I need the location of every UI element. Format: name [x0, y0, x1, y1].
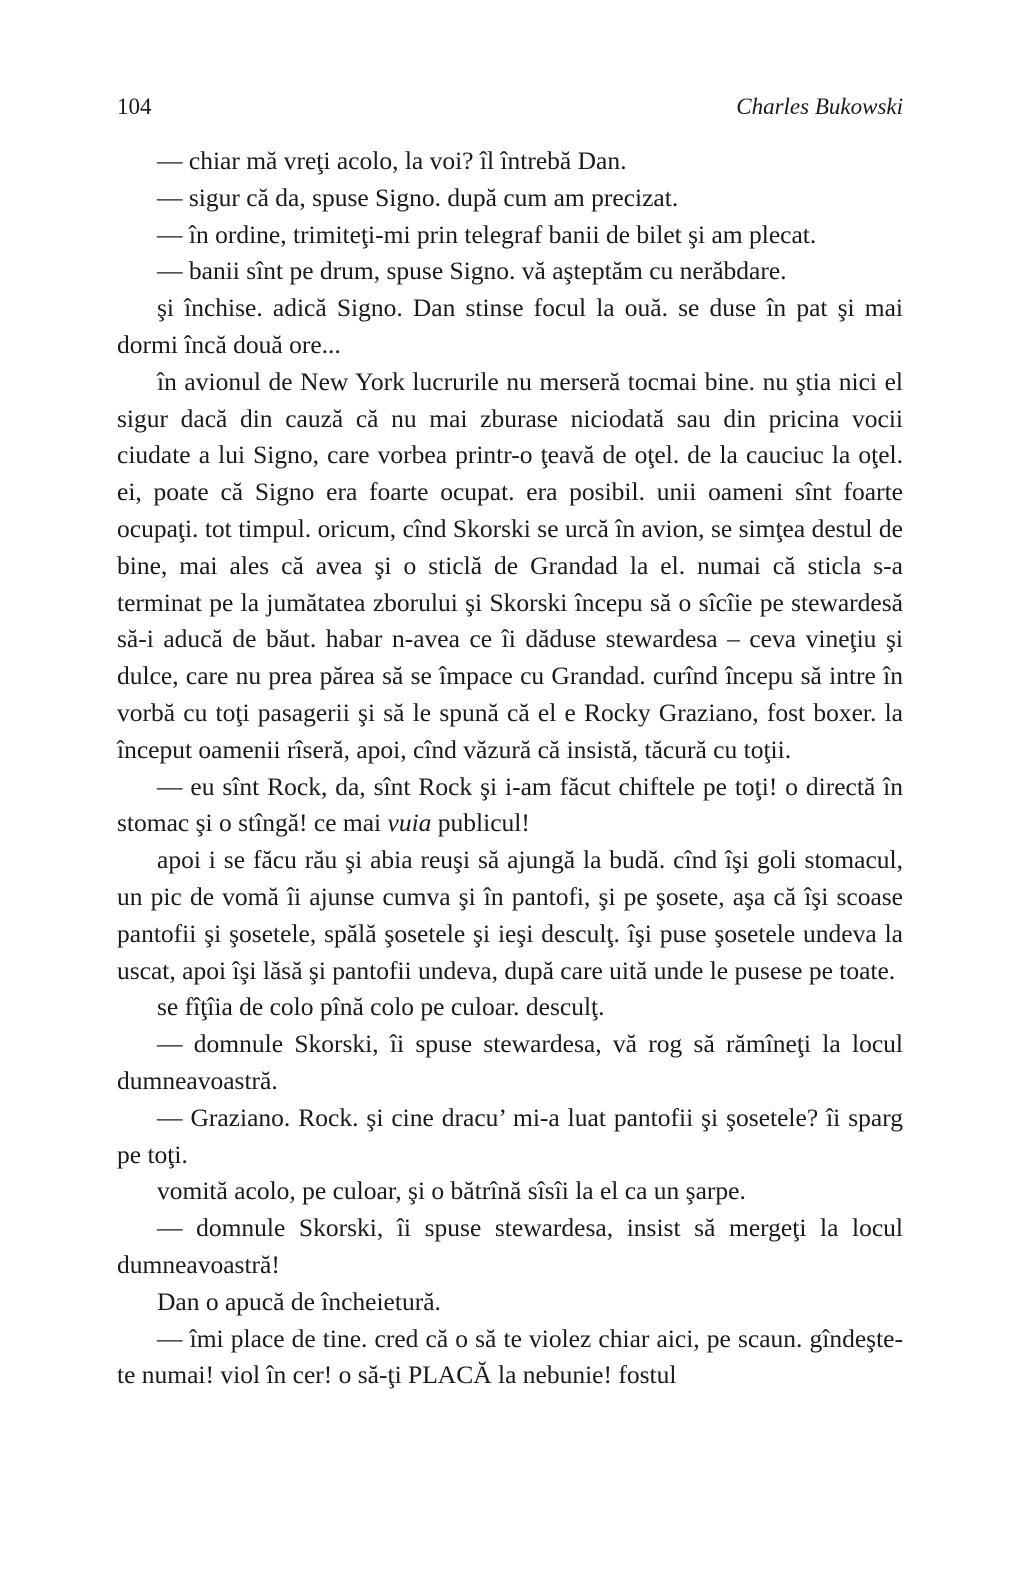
- paragraph-dialogue: — Graziano. Rock. şi cine dracu’ mi-a luat pantofii şi şosetele? îi sparg pe toţi.: [117, 1102, 903, 1169]
- paragraph: Dan o apucă de încheietură.: [157, 1286, 441, 1316]
- paragraph-dialogue: — în ordine, trimiteţi-mi prin telegraf banii de bilet şi am plecat.: [157, 219, 817, 249]
- paragraph: în avionul de New York lucrurile nu merseră tocmai bine. nu ştia nici el sigur dacă din cauză că nu mai zburase niciodată sau din pricina vocii ciudate a lui Signo, care vorbea printr-o ţeavă de oţel. de la cauciuc la oţel. ei, poate că Signo era foarte ocupat. era posibil. unii oameni sînt foarte ocupaţi. tot timpul. oricum, cînd Skorski se urcă în avion, se simţea destul de bine, mai ales că avea şi o sticlă de Grandad la el. numai că sticla s-a terminat pe la jumătatea zborului şi Skorski începu să o sîcîie pe stewardesă să-i aducă de băut. habar n-avea ce îi dăduse stewardesa – ceva vineţiu şi dulce, care nu prea părea să se împace cu Grandad. curînd începu să intre în vorbă cu toţi pasagerii şi să le spună că el e Rocky Graziano, fost boxer. la început oamenii rîseră, apoi, cînd văzură că insistă, tăcură cu toţii.: [117, 366, 903, 764]
- body-text: [117, 143, 903, 1394]
- book-page: [117, 0, 903, 1575]
- paragraph: vomită acolo, pe culoar, şi o bătrînă sîsîi la el ca un şarpe.: [157, 1176, 746, 1206]
- paragraph-text: — eu sînt Rock, da, sînt Rock şi i-am făcut chiftele pe toţi! o directă în stomac şi o stîngă! ce mai: [117, 771, 903, 838]
- page-number: 104: [117, 94, 152, 119]
- paragraph-text: publicul!: [431, 808, 530, 838]
- paragraph-dialogue: — îmi place de tine. cred că o să te violez chiar aici, pe scaun. gîndeşte-te numai! viol în cer! o să-ţi PLACĂ la nebunie! fostul: [117, 1323, 903, 1390]
- paragraph-dialogue: — domnule Skorski, îi spuse stewardesa, insist să mergeţi la locul dumneavoastră!: [117, 1213, 903, 1279]
- paragraph-dialogue: — sigur că da, spuse Signo. după cum am precizat.: [157, 182, 679, 212]
- paragraph-dialogue: — domnule Skorski, îi spuse stewardesa, vă rog să rămîneţi la locul dumneavoastră.: [117, 1029, 903, 1095]
- paragraph: apoi i se făcu rău şi abia reuşi să ajungă la budă. cînd îşi goli stomacul, un pic de vomă îi ajunse cumva şi în pantofi, şi pe şosete, aşa că îşi scoase pantofii şi şosetele, spălă şosetele şi ieşi desculţ. îşi puse şosetele undeva la uscat, apoi îşi lăsă şi pantofii undeva, după care uită unde le pusese pe toate.: [117, 845, 903, 985]
- paragraph-dialogue: [117, 769, 903, 843]
- paragraph-dialogue: — banii sînt pe drum, spuse Signo. vă aşteptăm cu nerăbdare.: [157, 256, 787, 286]
- paragraph: se fîţîia de colo pînă colo pe culoar. desculţ.: [157, 992, 605, 1022]
- running-title-author: Charles Bukowski: [736, 94, 903, 119]
- paragraph: şi închise. adică Signo. Dan stinse focul la ouă. se duse în pat şi mai dormi încă două ore...: [117, 293, 903, 359]
- emphasized-word: vuia: [387, 808, 432, 838]
- paragraph-dialogue: — chiar mă vreţi acolo, la voi? îl întrebă Dan.: [157, 146, 627, 175]
- running-head: [117, 94, 903, 128]
